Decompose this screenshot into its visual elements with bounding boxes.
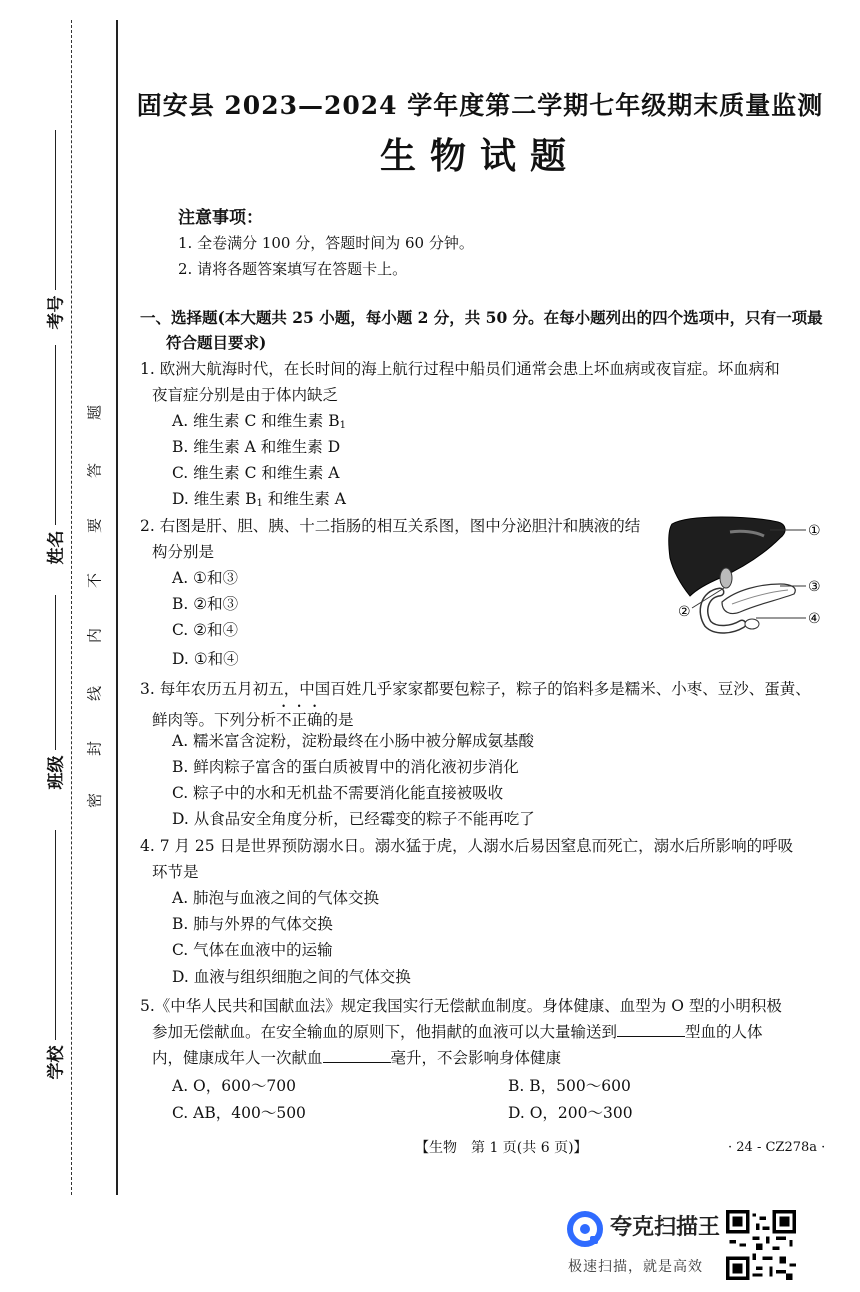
figure-label-3: ③ <box>808 579 821 595</box>
emphasis-not-correct: 不正确 <box>276 711 323 729</box>
q5-stem-line3: 内，健康成年人一次献血 毫升，不会影响身体健康 <box>152 1049 562 1067</box>
seal-char: 要 <box>85 518 104 534</box>
q4-stem-line2: 环节是 <box>152 863 199 881</box>
q2-stem-line1: 2. 右图是肝、胆、胰、十二指肠的相互关系图，图中分泌胆汁和胰液的结 <box>140 517 641 535</box>
qr-code-icon <box>726 1210 796 1280</box>
question-1-stem <box>140 356 830 408</box>
q1-option-a: A. 维生素 C 和维生素 $B_1$ <box>172 412 346 431</box>
binding-line <box>116 20 118 1195</box>
quark-logo-icon <box>566 1210 604 1248</box>
q3-stem-line1: 3. 每年农历五月初五，中国百姓几乎家家都要包粽子，粽子的馅料多是糯米、小枣、豆沙、蛋黄、 <box>140 680 811 698</box>
paper-code: · 24 - CZ278a · <box>728 1140 826 1155</box>
subject-title: 生物试题 <box>379 135 580 177</box>
q1-option-b: B. 维生素 A 和维生素 D <box>172 438 341 456</box>
name-blank <box>55 345 56 525</box>
figure-label-2: ② <box>678 604 691 620</box>
digestive-organs-figure <box>660 512 830 637</box>
section-heading-line2: 符合题目要求) <box>166 333 267 352</box>
q4-option-d: D. 血液与组织细胞之间的气体交换 <box>172 968 411 986</box>
q2-option-a: A. ①和③ <box>172 569 238 587</box>
q2-option-c: C. ②和④ <box>172 621 239 639</box>
q3-option-b: B. 鲜肉粽子富含的蛋白质被胃中的消化液初步消化 <box>172 758 519 776</box>
school-label: 学校 <box>46 1045 67 1080</box>
gallbladder-shape <box>720 568 732 588</box>
question-3-stem <box>140 676 830 733</box>
scanner-app-name: 夸克扫描王 <box>610 1215 721 1240</box>
section-heading-line1: 一、选择题(本大题共 25 小题，每小题 2 分，共 50 分。在每小题列出的四个选项中，只有一项最 <box>140 308 823 327</box>
seal-char: 题 <box>85 405 104 421</box>
name-label: 姓名 <box>46 530 67 565</box>
q1-stem-line1: 1. 欧洲大航海时代，在长时间的海上航行过程中船员们通常会患上坏血病或夜盲症。坏血病和 <box>140 360 780 378</box>
note-item: 1. 全卷满分 100 分，答题时间为 60 分钟。 <box>178 234 474 252</box>
answer-blank-2 <box>323 1048 391 1063</box>
note-item: 2. 请将各题答案填写在答题卡上。 <box>178 260 408 278</box>
figure-label-1: ① <box>808 523 821 539</box>
seal-char: 封 <box>85 741 104 757</box>
q3-option-a: A. 糯米富含淀粉，淀粉最终在小肠中被分解成氨基酸 <box>172 732 535 750</box>
q5-stem-line1: 5.《中华人民共和国献血法》规定我国实行无偿献血制度。身体健康、血型为 O 型的小明积极 <box>140 997 782 1015</box>
seal-char: 线 <box>85 686 104 702</box>
q3-stem-line2: 鲜肉等。下列分析不正确的是 <box>152 711 354 729</box>
question-5-stem <box>140 993 830 1071</box>
pancreas-shape <box>722 584 795 614</box>
class-blank <box>55 595 56 750</box>
school-blank <box>55 830 56 1040</box>
notes-heading: 注意事项： <box>178 208 263 228</box>
page-footer: 【生物 第 1 页(共 6 页)】 <box>415 1140 588 1156</box>
q1-stem-line2: 夜盲症分别是由于体内缺乏 <box>152 386 339 404</box>
seal-char: 密 <box>85 793 104 809</box>
q2-option-d: D. ①和④ <box>172 650 239 668</box>
q2-stem-line2: 构分别是 <box>152 543 215 561</box>
q5-option-c: C. AB，400～500 <box>172 1104 306 1122</box>
q4-option-b: B. 肺与外界的气体交换 <box>172 915 333 933</box>
seal-char: 不 <box>85 573 104 589</box>
fold-line-dashed <box>71 20 72 1195</box>
q5-option-b: B. B，500～600 <box>508 1077 631 1095</box>
answer-blank-1 <box>617 1022 685 1037</box>
q5-stem-line2: 参加无偿献血。在安全输血的原则下，他捐献的血液可以大量输送到 型血的人体 <box>152 1023 763 1041</box>
scanner-slogan: 极速扫描，就是高效 <box>568 1259 703 1275</box>
q2-option-b: B. ②和③ <box>172 595 239 613</box>
q1-option-d: D. 维生素 $B_1$ 和维生素 A <box>172 490 346 509</box>
question-4-stem <box>140 833 830 885</box>
q4-stem-line1: 4. 7 月 25 日是世界预防溺水日。溺水猛于虎，人溺水后易因窒息而死亡，溺水后所影响的呼吸 <box>140 837 794 855</box>
q5-option-a: A. O，600～700 <box>172 1077 296 1095</box>
seal-char: 答 <box>85 463 104 479</box>
question-2-stem <box>140 513 660 565</box>
q4-option-a: A. 肺泡与血液之间的气体交换 <box>172 889 380 907</box>
q3-option-c: C. 粽子中的水和无机盐不需要消化能直接被吸收 <box>172 784 504 802</box>
q4-option-c: C. 气体在血液中的运输 <box>172 941 333 959</box>
q1-option-c: C. 维生素 C 和维生素 A <box>172 464 340 482</box>
seal-char: 内 <box>85 628 104 644</box>
q5-option-d: D. O，200～300 <box>508 1104 633 1122</box>
section-heading <box>140 305 830 355</box>
exam-title: 固安县 2023—2024 学年度第二学期七年级期末质量监测 <box>136 91 824 120</box>
exam-number-label: 考号 <box>46 295 67 330</box>
q3-option-d: D. 从食品安全角度分析，已经霉变的粽子不能再吃了 <box>172 810 535 828</box>
class-label: 班级 <box>46 755 67 790</box>
figure-label-4: ④ <box>808 611 821 627</box>
